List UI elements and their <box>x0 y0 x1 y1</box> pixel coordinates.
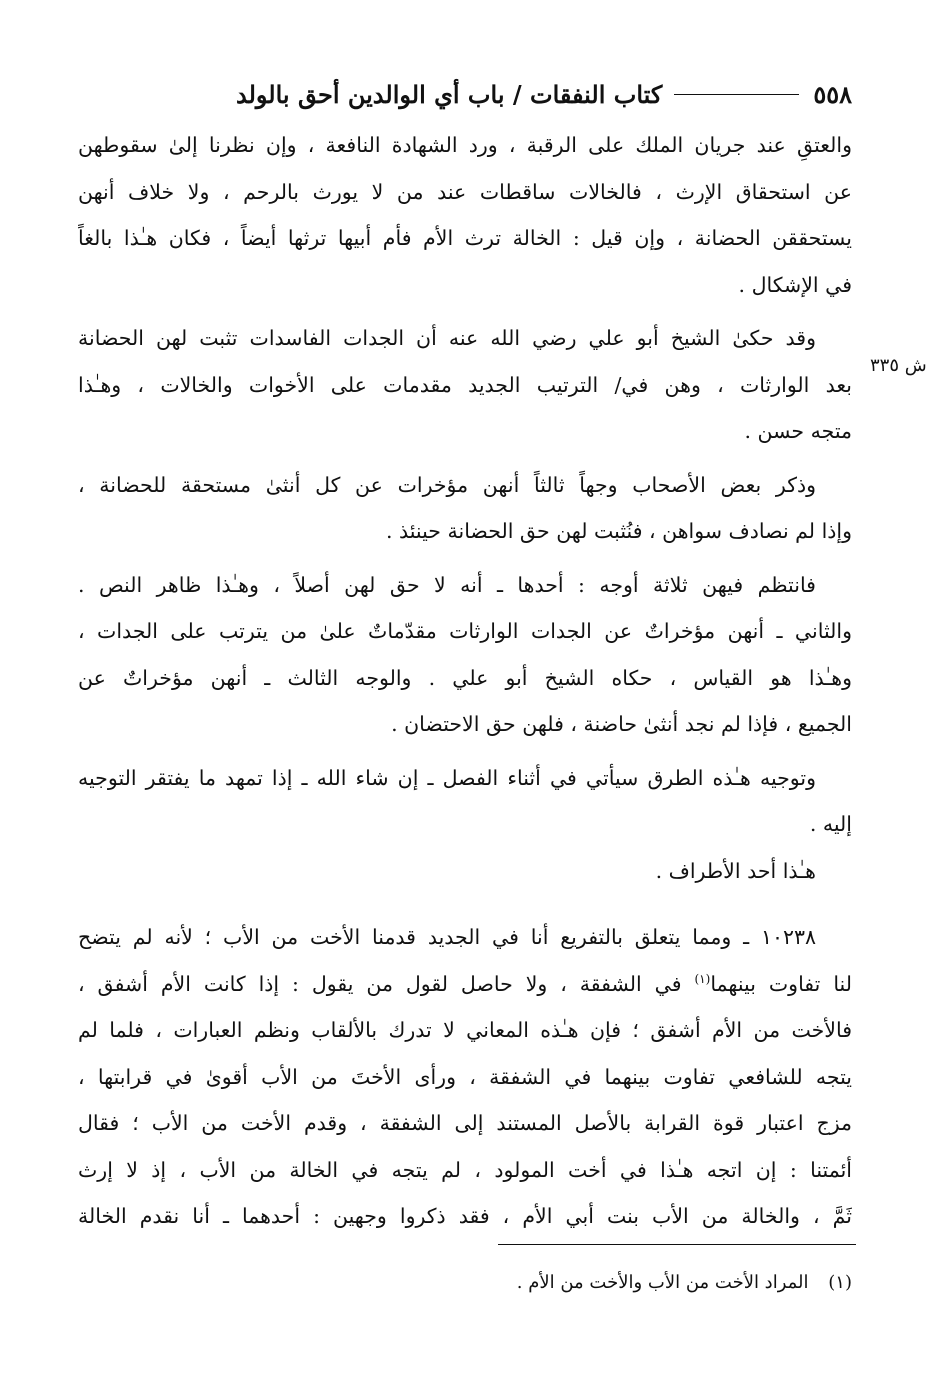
text-line: يتجه للشافعي تفاوت بينهما في الشفقة ، ورأى الأختَ من الأب أقوىٰ في قرابتها ، <box>78 1064 852 1089</box>
text-line: هـٰذا أحد الأطراف . <box>655 858 816 883</box>
paragraph-gap <box>78 455 852 462</box>
text-line: إليه . <box>809 812 852 836</box>
text-line: وهـٰذا هو القياس ، حكاه الشيخ أبو علي . والوجه الثالث ـ أنهن مؤخراتٌ عن <box>78 665 852 690</box>
margin-note: ش ٣٣٥ <box>870 355 927 376</box>
text-line: وإذا لم نصادف سواهن ، فنُثبت لهن حق الحضانة حينئذ . <box>385 519 852 543</box>
text-line: الجميع ، فإذا لم نجد أنثىٰ حاضنة ، فلهن حق الاحتضان . <box>391 712 852 736</box>
section-gap <box>78 894 852 914</box>
footnote-number: (١) <box>828 1272 852 1293</box>
text-line: عن استحقاق الإرث ، فالخالات ساقطات عند من لا يورث بالرحم ، ولا خلاف أنهن <box>78 179 852 204</box>
paragraph-gap <box>78 748 852 755</box>
paragraph-gap <box>78 555 852 562</box>
footnote <box>300 1268 852 1298</box>
text-line-with-footnote <box>78 961 852 1008</box>
text-line: يستحققن الحضانة ، وإن قيل : الخالة ترث الأم فأم أبيها ترثها أيضاً ، فكان هـٰذا بالغاً <box>78 226 852 250</box>
page-header <box>78 74 852 114</box>
text-line: ثَمَّ ، والخالة من الأب بنت أبي الأم ، فقد ذكروا وجهين : أحدهما ـ أنا نقدم الخالة <box>78 1204 852 1228</box>
text-line: وذكر بعض الأصحاب وجهاً ثالثاً أنهن مؤخرات عن كل أنثىٰ مستحقة للحضانة ، <box>78 472 816 497</box>
text-line: متجه حسن . <box>744 419 852 443</box>
text-segment: في الشفقة ، ولا حاصل لقول من يقول : إذا كانت الأم أشفق ، <box>78 971 682 996</box>
text-line: ١٠٢٣٨ ـ ومما يتعلق بالتفريع أنا في الجديد قدمنا الأخت من الأب ؛ لأنه لم يتضح <box>78 925 816 949</box>
paragraph-gap <box>78 308 852 315</box>
header-rule <box>674 94 799 95</box>
text-line: أئمتنا : إن اتجه هـٰذا في أخت المولود ، لم يتجه في الخالة من الأب ، إذ لا إرث <box>78 1157 852 1182</box>
text-line: بعد الوارثات ، وهن في/ الترتيب الجديد مقدمات على الأخوات والخالات ، وهـٰذا <box>78 372 852 397</box>
footnote-reference[interactable]: (١) <box>694 971 711 986</box>
text-line: وقد حكىٰ الشيخ أبو علي رضي الله عنه أن الجدات الفاسدات تثبت لهن الحضانة <box>78 326 816 350</box>
text-line: فانتظم فيهن ثلاثة أوجه : أحدها ـ أنه لا حق لهن أصلاً ، وهـٰذا ظاهر النص . <box>78 572 816 597</box>
text-line: وتوجيه هـٰذه الطرق سيأتي في أثناء الفصل ـ إن شاء الله ـ إذا تمهد ما يفتقر التوجيه <box>78 765 816 790</box>
footnote-text: المراد الأخت من الأب والأخت من الأم . <box>516 1272 809 1293</box>
text-line: فالأخت من الأم أشفق ؛ فإن هـٰذه المعاني لا تدرك بالألقاب ونظم العبارات ، فلما لم <box>78 1018 852 1042</box>
text-line: في الإشكال . <box>738 272 852 297</box>
footnote-separator <box>498 1244 856 1245</box>
main-text <box>78 122 852 1240</box>
text-segment: لنا تفاوت بينهما <box>710 971 852 996</box>
page-number: ٥٥٨ <box>813 79 852 109</box>
text-line: والثاني ـ أنهن مؤخراتٌ عن الجدات الوارثات مقدّماتٌ علىٰ من يترتب على الجدات ، <box>78 619 852 643</box>
text-line: والعتقِ عند جريان الملك على الرقبة ، ورد الشهادة النافعة ، وإن نظرنا إلىٰ سقوطهن <box>78 133 852 157</box>
running-title: كتاب النفقات / باب أي الوالدين أحق بالولد <box>236 79 663 109</box>
text-line: مزج اعتبار قوة القرابة بالأصل المستند إلى الشفقة ، وقدم الأخت من الأب ؛ فقال <box>78 1111 852 1135</box>
